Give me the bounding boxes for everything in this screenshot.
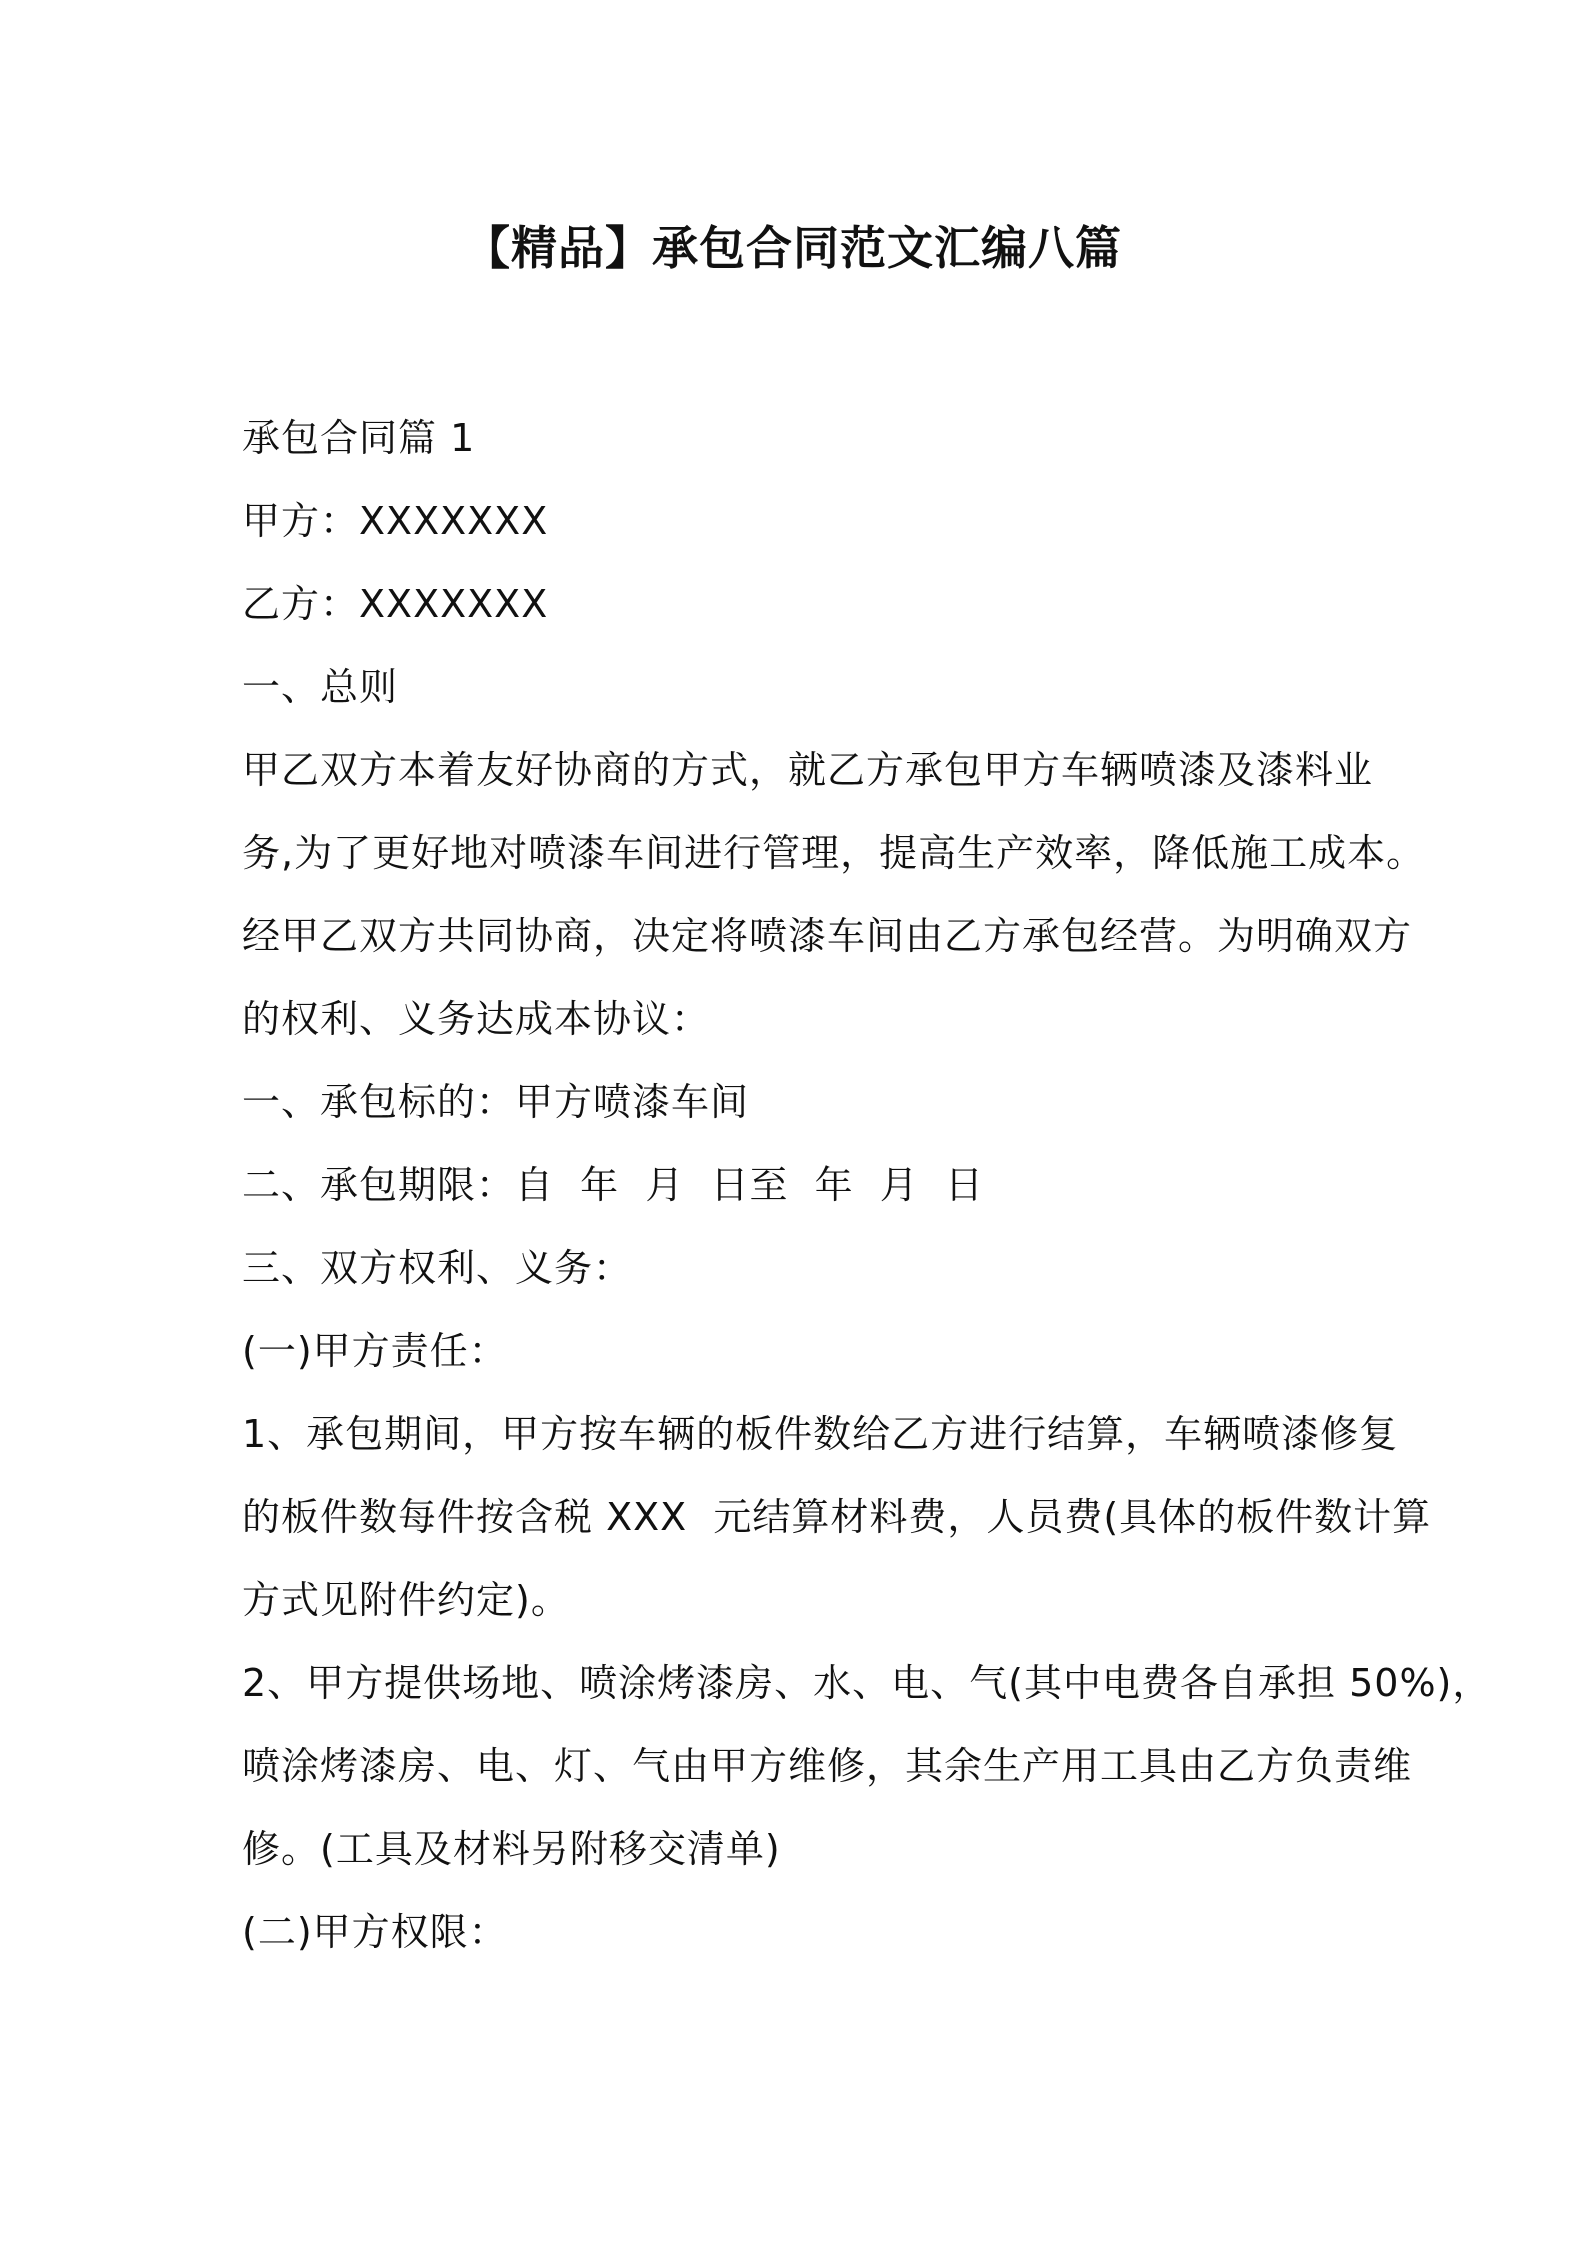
- document-title: 【精品】承包合同范文汇编八篇: [464, 221, 1122, 275]
- party-b-line: 乙方：XXXXXXX: [242, 582, 549, 626]
- paragraph-line: 甲乙双方本着友好协商的方式，就乙方承包甲方车辆喷漆及漆料业: [242, 748, 1374, 792]
- paragraph-line: 经甲乙双方共同协商，决定将喷漆车间由乙方承包经营。为明确双方: [242, 914, 1413, 958]
- party-a-line: 甲方：XXXXXXX: [242, 499, 549, 543]
- paragraph-line: 的权利、义务达成本协议：: [242, 997, 711, 1041]
- subclause-heading: (一)甲方责任：: [242, 1329, 508, 1373]
- clause-line: 三、双方权利、义务：: [242, 1246, 633, 1290]
- clause-line: 二、承包期限：自 年 月 日至 年 月 日: [242, 1163, 984, 1207]
- section-heading: 承包合同篇 1: [242, 416, 476, 460]
- paragraph-line: 2、甲方提供场地、喷涂烤漆房、水、电、气(其中电费各自承担 50%)，: [242, 1661, 1492, 1705]
- paragraph-line: 修。(工具及材料另附移交清单): [242, 1827, 781, 1871]
- subclause-heading: (二)甲方权限：: [242, 1910, 508, 1954]
- general-heading: 一、总则: [242, 665, 399, 709]
- clause-line: 一、承包标的：甲方喷漆车间: [242, 1080, 750, 1124]
- document-body: [242, 397, 1492, 1974]
- paragraph-line: 务,为了更好地对喷漆车间进行管理，提高生产效率，降低施工成本。: [242, 831, 1426, 875]
- paragraph-line: 喷涂烤漆房、电、灯、气由甲方维修，其余生产用工具由乙方负责维: [242, 1744, 1413, 1788]
- paragraph-line: 1、承包期间，甲方按车辆的板件数给乙方进行结算，车辆喷漆修复: [242, 1412, 1399, 1456]
- paragraph-line: 方式见附件约定)。: [242, 1578, 570, 1622]
- paragraph-line: 的板件数每件按含税 XXX 元结算材料费，人员费(具体的板件数计算: [242, 1495, 1432, 1539]
